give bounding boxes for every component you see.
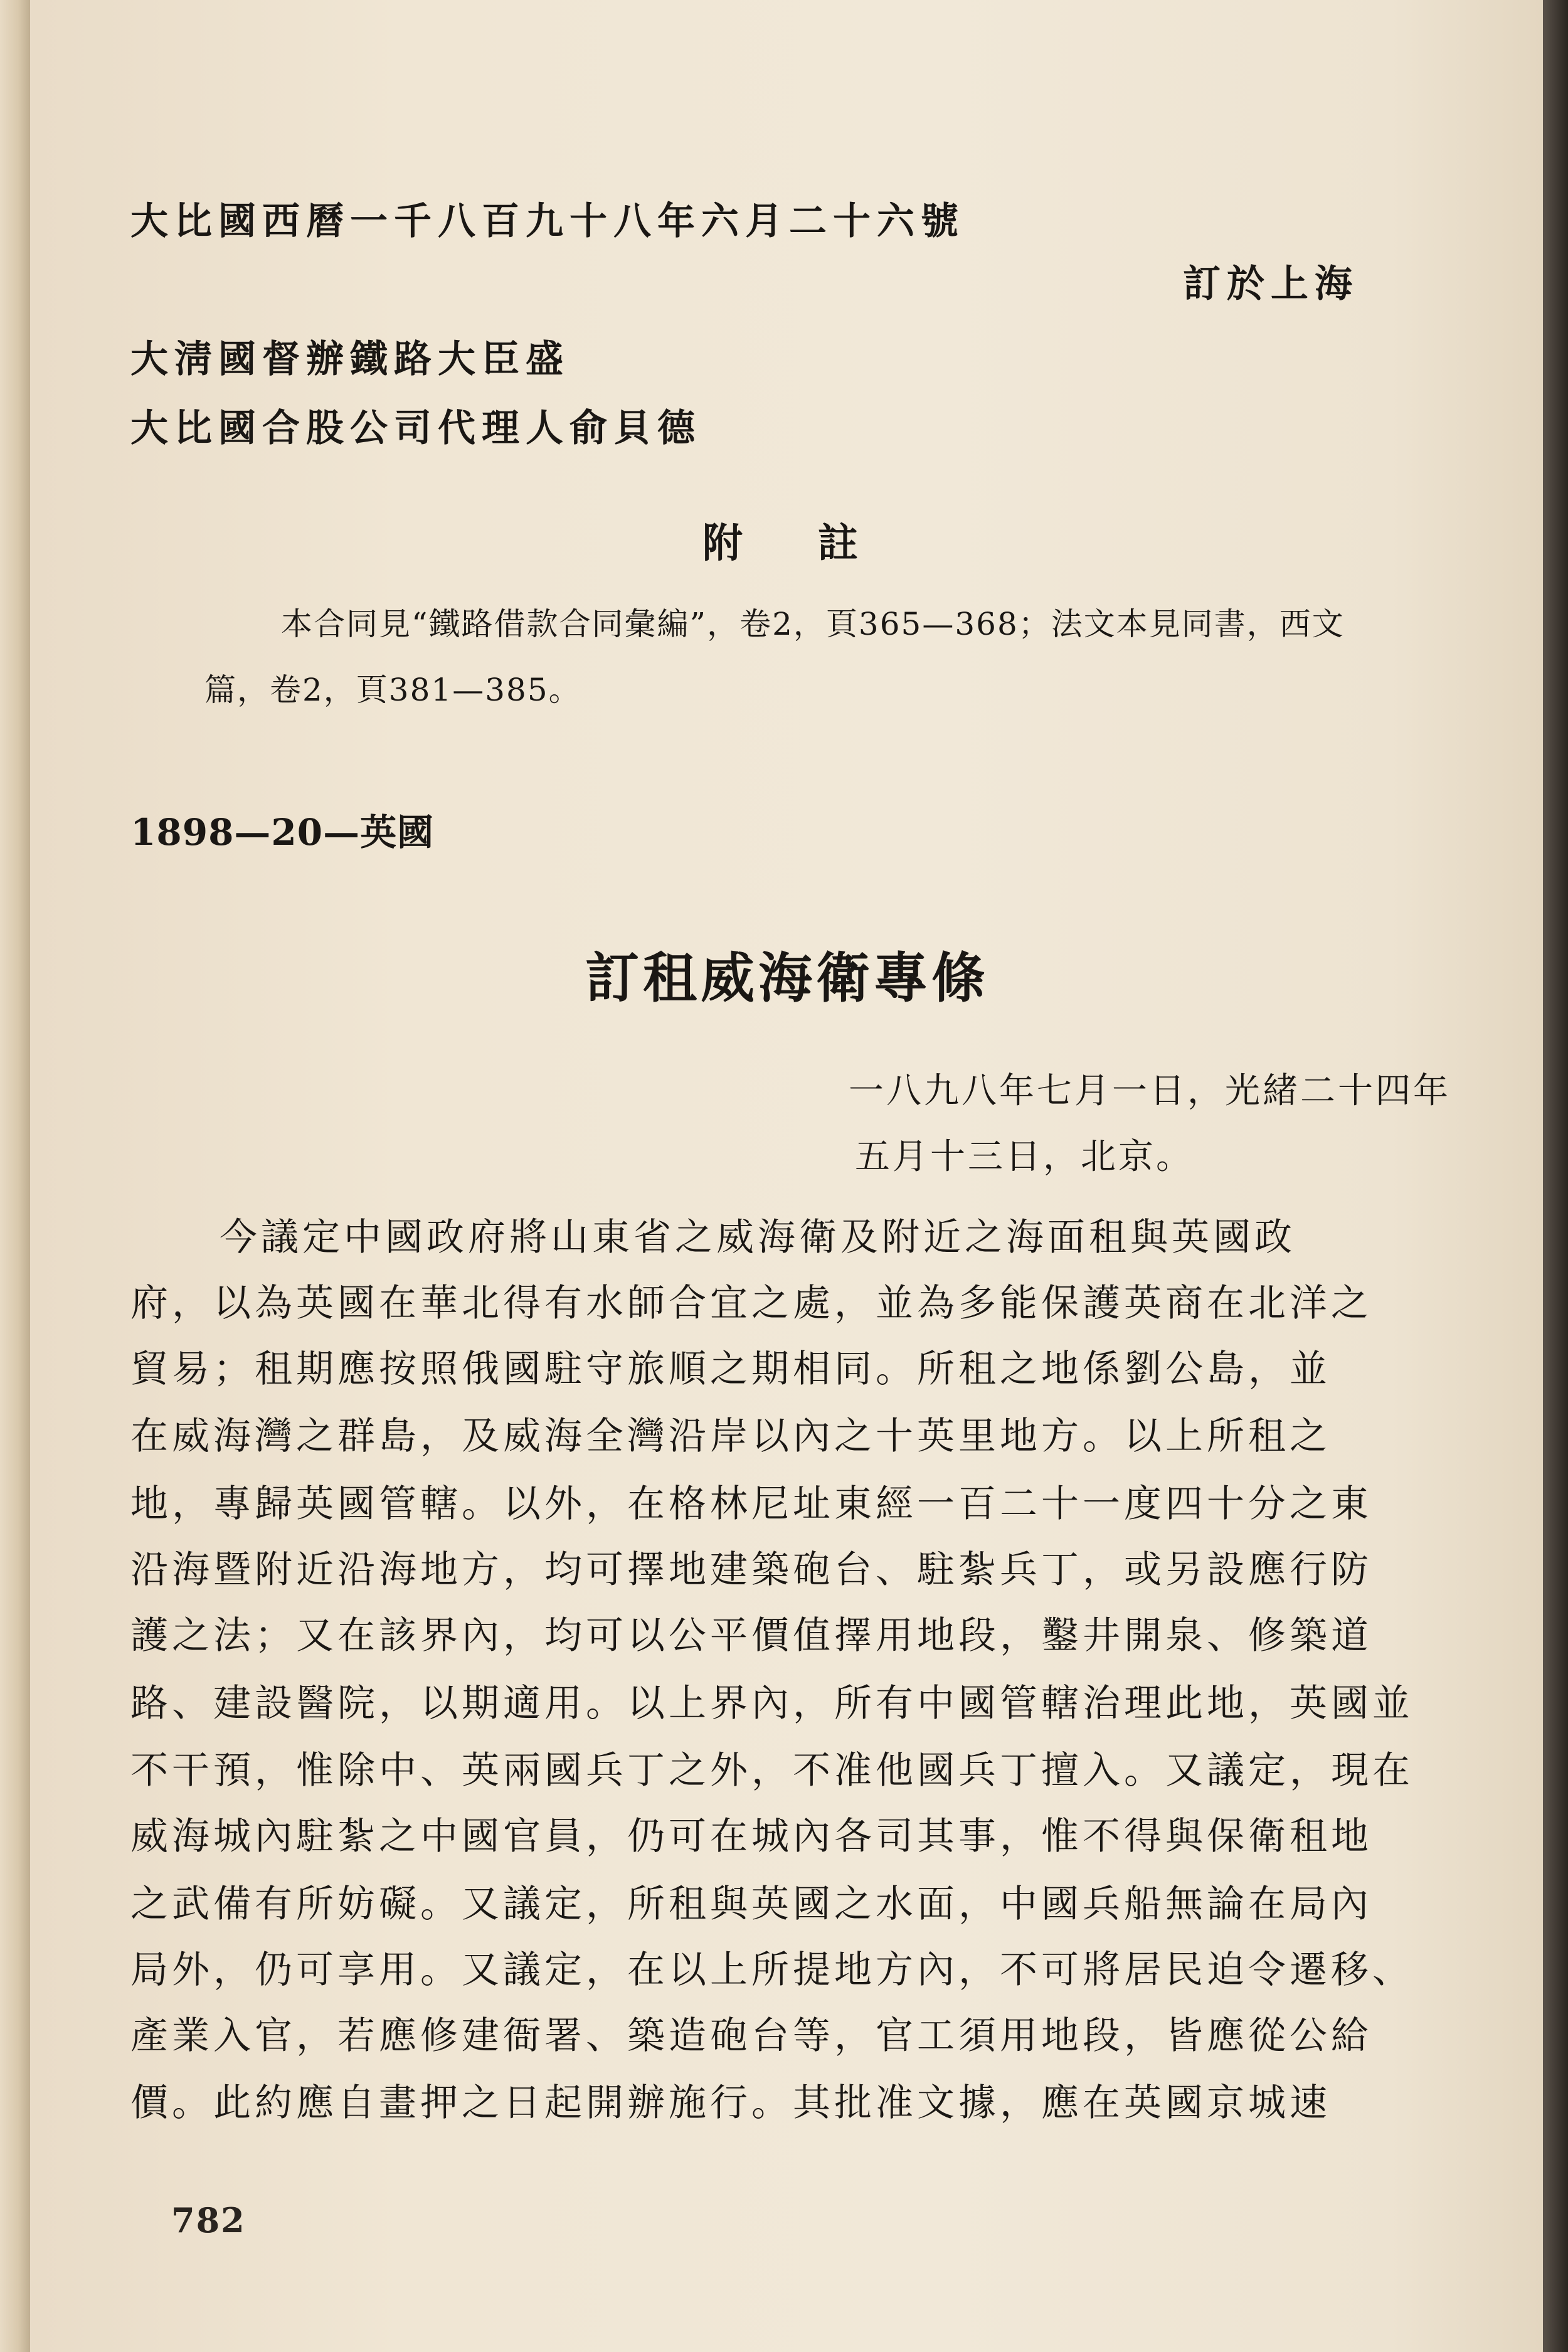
body-line-2: 府，以為英國在華北得有水師合宜之處，並為多能保護英商在北洋之 [130,1281,1372,1325]
body-line-11: 之武備有所妨礙。又議定，所租與英國之水面，中國兵船無論在局內 [130,1882,1372,1926]
note-text-line-1: 本合同見“鐵路借款合同彙編”，卷2，頁365—368；法文本見同書，西文 [281,606,1345,642]
body-line-10: 威海城內駐紮之中國官員，仍可在城內各司其事，惟不得與保衛租地 [130,1814,1372,1858]
signature-date-line: 大比國西曆一千八百九十八年六月二十六號 [130,199,965,243]
body-line-4: 在威海灣之群島，及威海全灣沿岸以內之十英里地方。以上所租之 [130,1414,1331,1458]
note-title: 附註 [702,520,933,567]
body-line-9: 不干預，惟除中、英兩國兵丁之外，不准他國兵丁擅入。又議定，現在 [130,1749,1414,1793]
signer-qing: 大淸國督辦鐵路大臣盛 [130,337,569,381]
body-line-6: 沿海暨附近沿海地方，均可擇地建築砲台、駐紮兵丁，或另設應行防 [130,1548,1372,1592]
body-line-13: 產業入官，若應修建衙署、築造砲台等，官工須用地段，皆應從公給 [130,2014,1372,2058]
signer-belgium: 大比國合股公司代理人俞貝德 [130,406,701,450]
book-gutter-shadow [1543,0,1568,2352]
book-left-edge [0,0,30,2352]
note-text-line-2: 篇，卷2，頁381—385。 [204,672,581,708]
document-id: 1898—20—英國 [130,811,435,854]
body-line-3: 貿易；租期應按照俄國駐守旅順之期相同。所租之地係劉公島，並 [130,1347,1331,1391]
body-line-5: 地，專歸英國管轄。以外，在格林尼址東經一百二十一度四十分之東 [130,1482,1372,1526]
document-date-line-1: 一八九八年七月一日，光緒二十四年 [849,1071,1451,1111]
signature-place: 訂於上海 [1183,262,1359,306]
body-line-14: 價。此約應自畫押之日起開辦施行。其批准文據，應在英國京城速 [130,2081,1331,2125]
body-line-7: 護之法；又在該界內，均可以公平價值擇用地段，鑿井開泉、修築道 [130,1614,1372,1658]
document-date-line-2: 五月十三日，北京。 [855,1136,1194,1177]
document-title: 訂租威海衛專條 [585,946,989,1010]
book-page [30,0,1543,2352]
body-line-12: 局外，仍可享用。又議定，在以上所提地方內，不可將居民迫令遷移、 [130,1948,1414,1992]
body-line-1: 今議定中國政府將山東省之威海衛及附近之海面租與英國政 [220,1216,1296,1259]
page-number: 782 [171,2200,246,2240]
body-line-8: 路、建設醫院，以期適用。以上界內，所有中國管轄治理此地，英國並 [130,1682,1414,1725]
